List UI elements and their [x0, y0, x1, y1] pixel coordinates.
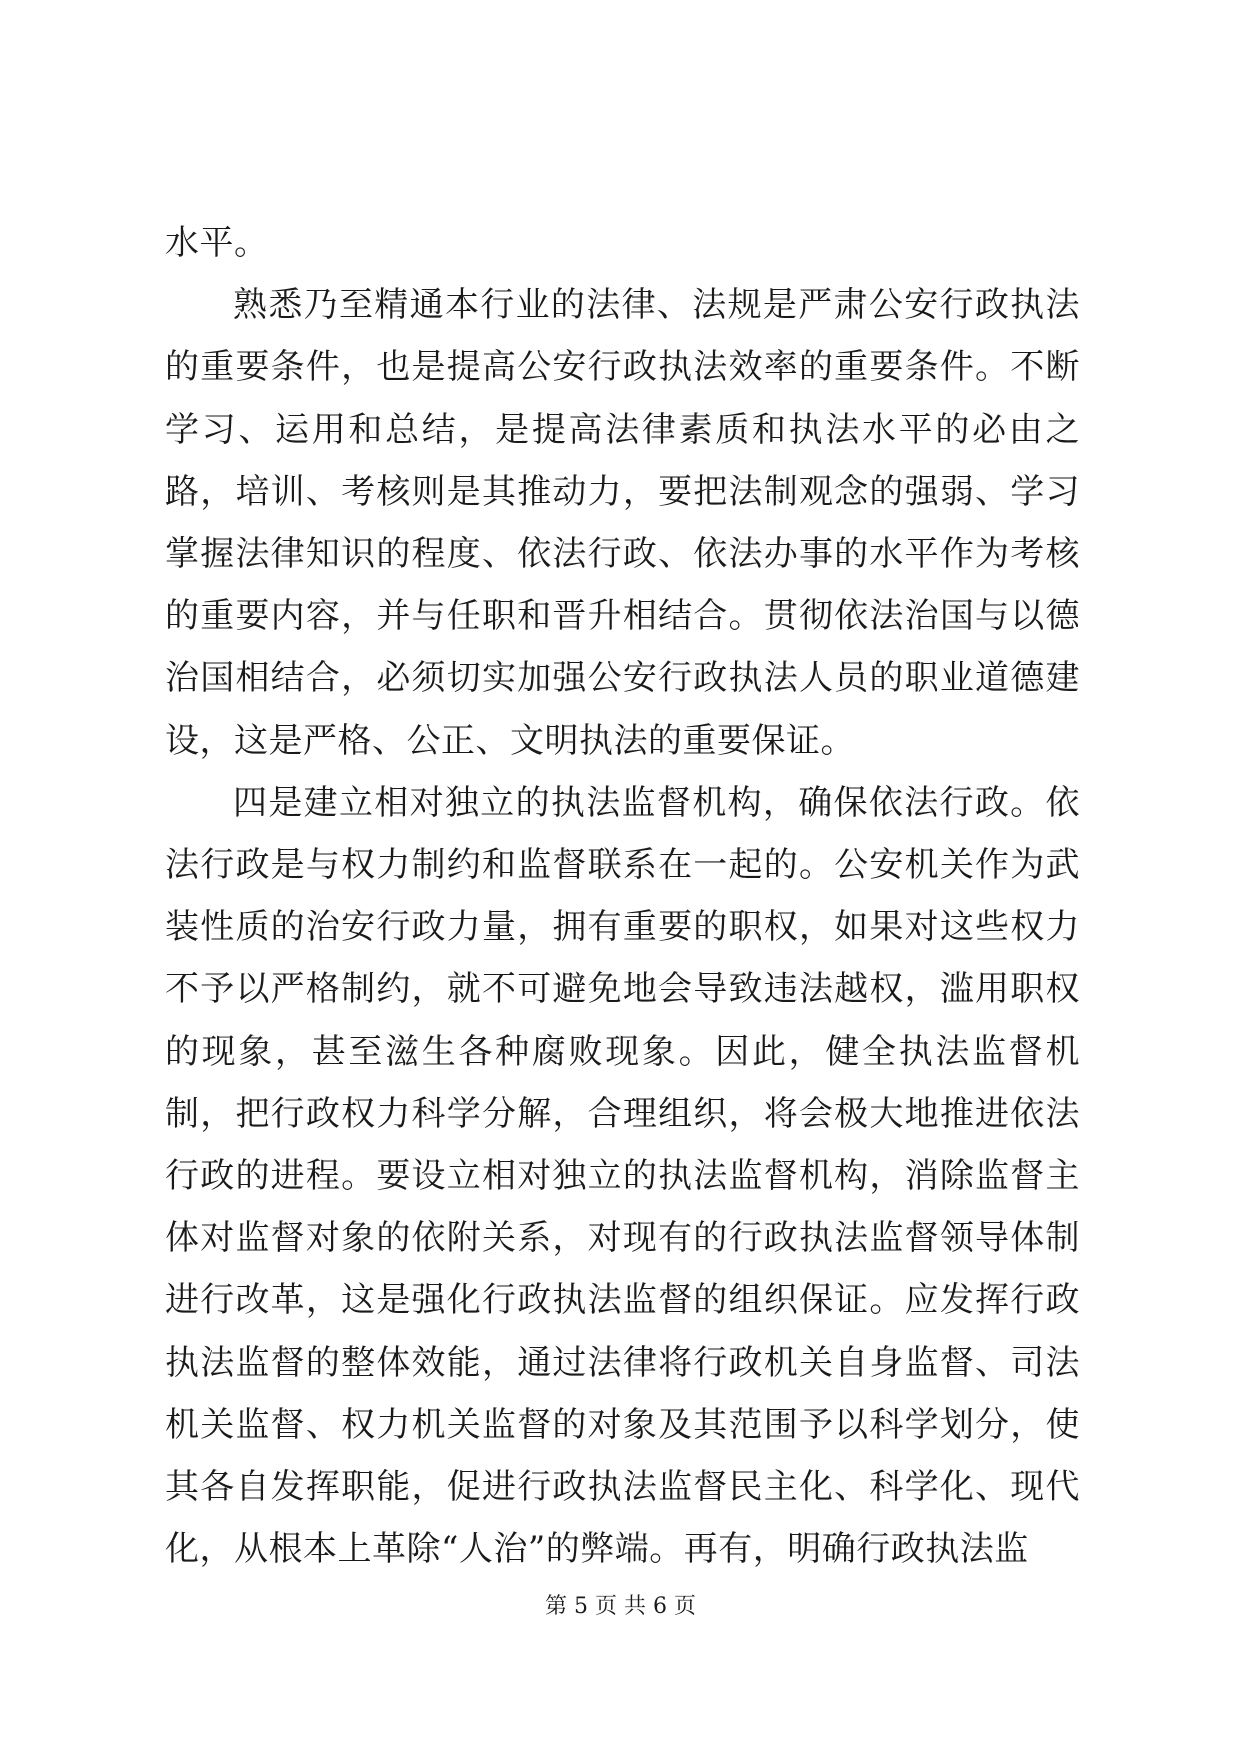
paragraph-continuation: 水平。 [165, 223, 269, 263]
document-body [165, 212, 1080, 1580]
paragraph-legal-training: 熟悉乃至精通本行业的法律、法规是严肃公安行政执法的重要条件，也是提高公安行政执法效率的重要条件。不断学习、运用和总结，是提高法律素质和执法水平的必由之路，培训、考核则是其推动力，要把法制观念的强弱、学习掌握法律知识的程度、依法行政、依法办事的水平作为考核的重要内容，并与任职和晋升相结合。贯彻依法治国与以德治国相结合，必须切实加强公安行政执法人员的职业道德建设，这是严格、公正、文明执法的重要保证。 [165, 285, 1080, 761]
paragraph-supervision: 四是建立相对独立的执法监督机构，确保依法行政。依法行政是与权力制约和监督联系在一起的。公安机关作为武装性质的治安行政力量，拥有重要的职权，如果对这些权力不予以严格制约，就不可避免地会导致违法越权，滥用职权的现象，甚至滋生各种腐败现象。因此，健全执法监督机制，把行政权力科学分解，合理组织，将会极大地推进依法行政的进程。要设立相对独立的执法监督机构，消除监督主体对监督对象的依附关系，对现有的行政执法监督领导体制进行改革，这是强化行政执法监督的组织保证。应发挥行政执法监督的整体效能，通过法律将行政机关自身监督、司法机关监督、权力机关监督的对象及其范围予以科学划分，使其各自发挥职能，促进行政执法监督民主化、科学化、现代化，从根本上革除“人治”的弊端。再有，明确行政执法监 [165, 782, 1080, 1570]
page-number: 第 5 页 共 6 页 [545, 1594, 696, 1619]
page-footer [0, 1592, 1241, 1622]
